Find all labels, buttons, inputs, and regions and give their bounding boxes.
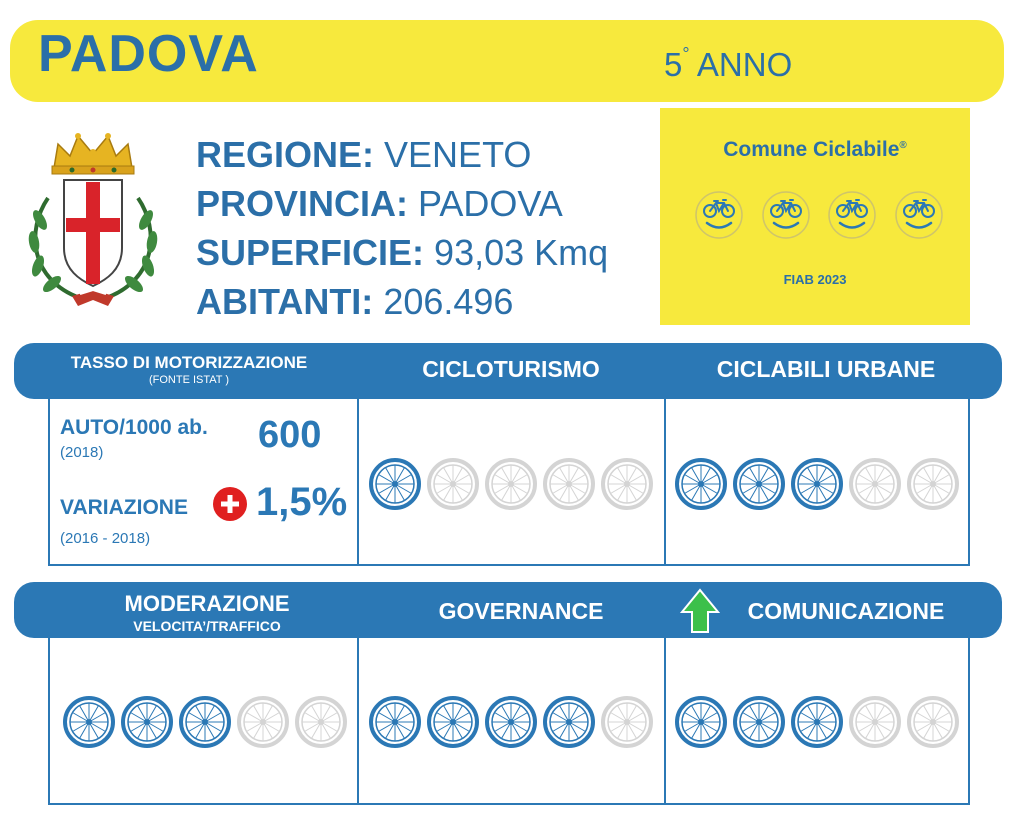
superficie-line: SUPERFICIE: 93,03 Kmq	[196, 232, 609, 273]
moderazione-rating	[62, 695, 348, 749]
ciclabili-title: CICLABILI URBANE	[716, 356, 936, 382]
bike-smile-icon	[827, 190, 877, 240]
wheel-icon-filled	[542, 695, 596, 749]
divider	[664, 638, 666, 805]
wheel-icon-empty	[906, 457, 960, 511]
auto-label: AUTO/1000 ab.	[60, 416, 208, 439]
wheel-icon-filled	[62, 695, 116, 749]
wheel-icon-filled	[368, 695, 422, 749]
wheel-icon-filled	[120, 695, 174, 749]
variazione-label: VARIAZIONE	[60, 496, 188, 519]
city-name: PADOVA	[38, 25, 259, 83]
wheel-icon-filled	[368, 457, 422, 511]
governance-rating	[368, 695, 654, 749]
wheel-icon-empty	[236, 695, 290, 749]
wheel-icon-filled	[426, 695, 480, 749]
comunicazione-title: COMUNICAZIONE	[747, 598, 945, 624]
comunicazione-rating	[674, 695, 960, 749]
divider	[664, 399, 666, 566]
variazione-years: (2016 - 2018)	[60, 530, 151, 547]
divider	[357, 638, 359, 805]
bike-smile-icon	[894, 190, 944, 240]
ciclabili-urbane-rating	[674, 457, 960, 511]
divider	[357, 399, 359, 566]
wheel-icon-empty	[484, 457, 538, 511]
bike-smile-icon	[761, 190, 811, 240]
wheel-icon-filled	[484, 695, 538, 749]
plus-icon	[212, 486, 248, 522]
wheel-icon-empty	[848, 695, 902, 749]
motorizzazione-title: TASSO DI MOTORIZZAZIONE	[70, 353, 308, 372]
divider	[48, 803, 970, 805]
divider	[48, 638, 50, 805]
wheel-icon-filled	[732, 695, 786, 749]
moderazione-subtitle: VELOCITA’/TRAFFICO	[133, 618, 281, 634]
divider	[968, 638, 970, 805]
divider	[968, 399, 970, 566]
badge-title: Comune Ciclabile®	[723, 138, 907, 161]
coat-of-arms-icon	[20, 130, 166, 310]
year-label: 5° ANNO	[664, 44, 793, 83]
divider	[48, 399, 50, 566]
wheel-icon-empty	[542, 457, 596, 511]
provincia-line: PROVINCIA: PADOVA	[196, 183, 563, 224]
cicloturismo-rating	[368, 457, 654, 511]
moderazione-title: MODERAZIONE	[124, 591, 290, 616]
badge-smiles	[694, 190, 944, 240]
wheel-icon-empty	[600, 695, 654, 749]
arrow-up-icon	[680, 588, 720, 634]
wheel-icon-filled	[178, 695, 232, 749]
wheel-icon-filled	[674, 457, 728, 511]
wheel-icon-empty	[600, 457, 654, 511]
wheel-icon-filled	[674, 695, 728, 749]
wheel-icon-empty	[426, 457, 480, 511]
comune-ciclabile-badge	[660, 108, 970, 325]
variazione-value: 1,5%	[256, 480, 348, 524]
wheel-icon-empty	[294, 695, 348, 749]
cicloturismo-title: CICLOTURISMO	[422, 356, 600, 382]
bike-smile-icon	[694, 190, 744, 240]
wheel-icon-empty	[906, 695, 960, 749]
wheel-icon-empty	[848, 457, 902, 511]
badge-footer: FIAB 2023	[783, 272, 847, 287]
wheel-icon-filled	[790, 457, 844, 511]
wheel-icon-filled	[790, 695, 844, 749]
regione-line: REGIONE: VENETO	[196, 134, 532, 175]
auto-value: 600	[258, 414, 322, 456]
divider	[48, 564, 970, 566]
auto-year: (2018)	[60, 444, 104, 461]
governance-title: GOVERNANCE	[438, 598, 604, 624]
wheel-icon-filled	[732, 457, 786, 511]
abitanti-line: ABITANTI: 206.496	[196, 281, 514, 322]
motorizzazione-source: (FONTE ISTAT )	[148, 374, 230, 386]
